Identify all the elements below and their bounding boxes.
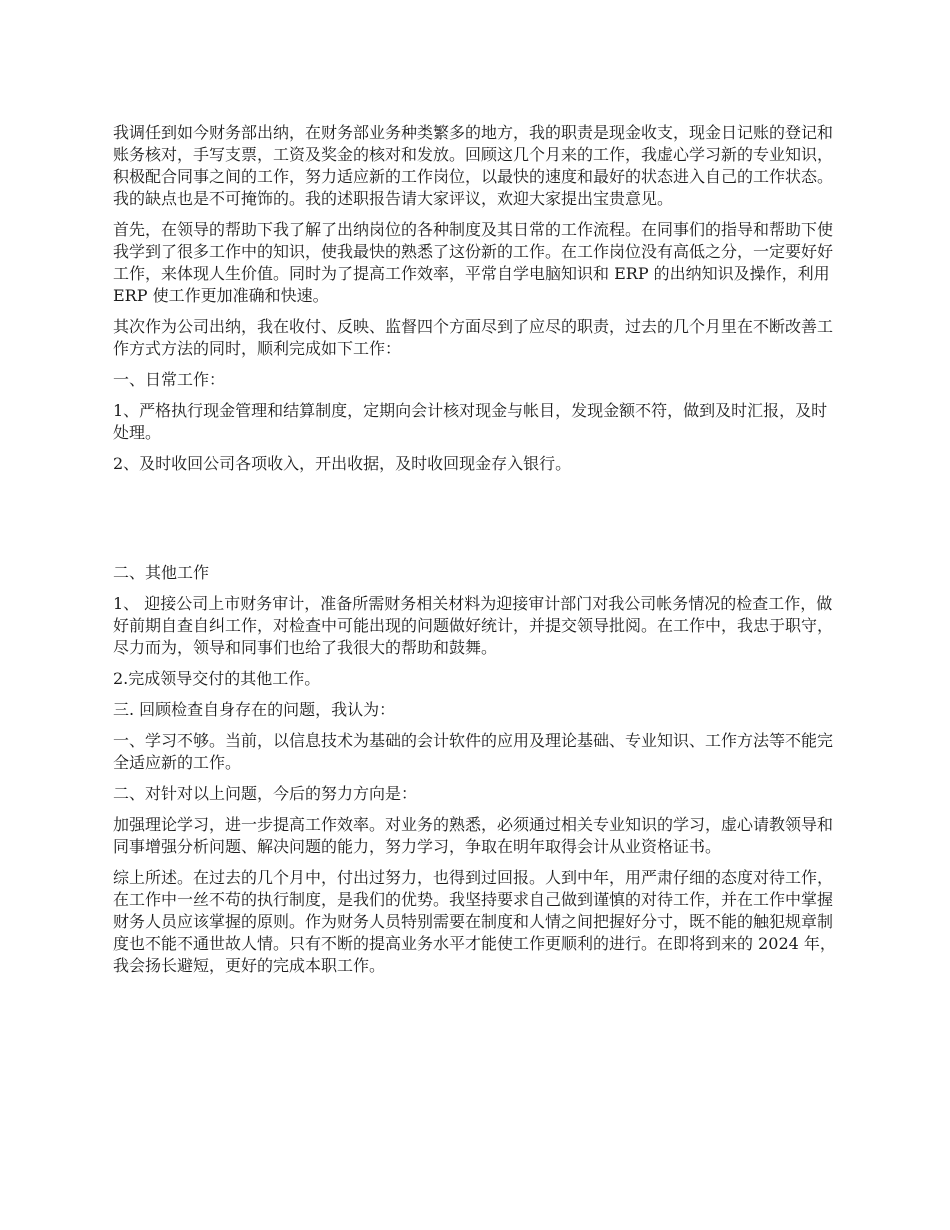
second-paragraph: 其次作为公司出纳，我在收付、反映、监督四个方面尽到了应尽的职责，过去的几个月里在不断改善工作方式方法的同时，顺利完成如下工作： bbox=[113, 317, 834, 358]
heading-review-problems: 三. 回顾检查自身存在的问题，我认为： bbox=[113, 700, 396, 719]
intro-paragraph: 我调任到如今财务部出纳，在财务部业务种类繁多的地方，我的职责是现金收支，现金日记账的登记和账务核对，手写支票，工资及奖金的核对和发放。回顾这几个月来的工作，我虚心学习新的专业知识，积极配合同事之间的工作，努力适应新的工作岗位，以最快的速度和最好的状态进入自己的工作状态。我的缺点也是不可掩饰的。我的述职报告请大家评议，欢迎大家提出宝贵意见。 bbox=[113, 123, 834, 208]
heading-other-work: 二、其他工作 bbox=[113, 563, 210, 582]
problem-item-1: 一、学习不够。当前，以信息技术为基础的会计软件的应用及理论基础、专业知识、工作方法等不能完全适应新的工作。 bbox=[113, 731, 834, 772]
document-body bbox=[113, 122, 839, 986]
other-work-item-2: 2.完成领导交付的其他工作。 bbox=[113, 669, 321, 688]
improvement-paragraph: 加强理论学习，进一步提高工作效率。对业务的熟悉，必须通过相关专业知识的学习，虚心请教领导和同事增强分析问题、解决问题的能力，努力学习，争取在明年取得会计从业资格证书。 bbox=[113, 815, 834, 856]
other-work-item-1: 1、 迎接公司上市财务审计，准备所需财务相关材料为迎接审计部门对我公司帐务情况的检查工作，做好前期自查自纠工作，对检查中可能出现的问题做好统计，并提交领导批阅。在工作中，我忠于职守，尽力而为，领导和同事们也给了我很大的帮助和鼓舞。 bbox=[113, 594, 834, 657]
section-gap bbox=[113, 484, 839, 562]
heading-improvement-direction: 二、对针对以上问题，今后的努力方向是： bbox=[113, 784, 418, 803]
first-paragraph: 首先，在领导的帮助下我了解了出纳岗位的各种制度及其日常的工作流程。在同事们的指导和帮助下使我学到了很多工作中的知识，使我最快的熟悉了这份新的工作。在工作岗位没有高低之分，一定要好好工作，来体现人生价值。同时为了提高工作效率，平常自学电脑知识和 ERP 的出纳知识及操作，利用 ERP 使工作更加准确和快速。 bbox=[113, 220, 835, 305]
daily-work-item-2: 2、及时收回公司各项收入，开出收据，及时收回现金存入银行。 bbox=[113, 454, 572, 473]
daily-work-item-1: 1、严格执行现金管理和结算制度，定期向会计核对现金与帐目，发现金额不符，做到及时汇报，及时处理。 bbox=[113, 401, 828, 442]
heading-daily-work: 一、日常工作： bbox=[113, 370, 226, 389]
summary-paragraph: 综上所述。在过去的几个月中，付出过努力，也得到过回报。人到中年，用严肃仔细的态度对待工作，在工作中一丝不苟的执行制度，是我们的优势。我坚持要求自己做到谨慎的对待工作，并在工作中掌握财务人员应该掌握的原则。作为财务人员特别需要在制度和人情之间把握好分寸，既不能的触犯规章制度也不能不通世故人情。只有不断的提高业务水平才能使工作更顺利的进行。在即将到来的 2024 年，我会扬长避短，更好的完成本职工作。 bbox=[113, 868, 836, 975]
